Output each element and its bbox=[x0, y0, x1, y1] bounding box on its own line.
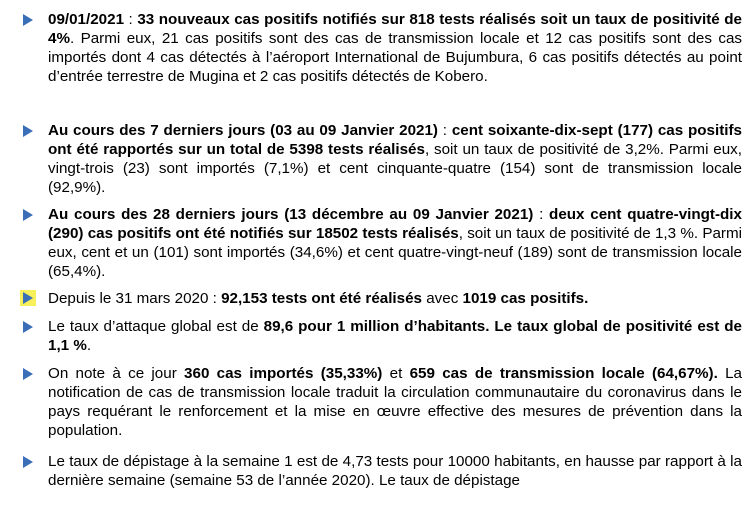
text-segment: : bbox=[124, 11, 138, 28]
text-segment: deux cent quatre-vingt-dix (290) cas positifs ont été notifiés sur 18502 tests réalisés bbox=[48, 206, 742, 242]
text-segment: Le taux de dépistage à la semaine 1 est de 4,73 tests pour 10000 habitants, en hausse par rapport à la dernière semaine (semaine 53 de l’année 2020). Le taux de dépistage bbox=[48, 453, 742, 489]
bullet-text bbox=[48, 364, 742, 440]
triangle-bullet-icon bbox=[22, 13, 34, 27]
text-segment: , soit un taux de positivité de 1,3 %. Parmi eux, cent et un (101) sont importés (34,6%) et cent quatre-vingt-neuf (189) sont de transmission locale (65,4%). bbox=[48, 225, 742, 280]
bullet-text bbox=[48, 289, 742, 308]
bullet-text bbox=[48, 317, 742, 355]
text-segment: . bbox=[86, 337, 92, 354]
text-segment: 09/01/2021 bbox=[48, 11, 125, 28]
text-segment: . Parmi eux, 21 cas positifs sont des cas de transmission locale et 12 cas positifs sont des cas importés dont 4 cas détectés à l’aéroport International de Bujumbura, 6 cas positifs détectés au point d’entrée terrestre de Mugina et 2 cas positifs détectés de Kobero. bbox=[48, 30, 742, 85]
text-segment: On note à ce jour bbox=[48, 365, 185, 382]
text-segment: 360 cas importés (35,33%) bbox=[184, 365, 383, 382]
text-segment: Le taux d’attaque global est de bbox=[48, 318, 264, 335]
bullet-text bbox=[48, 452, 742, 490]
triangle-bullet-icon bbox=[22, 320, 34, 334]
triangle-bullet-icon bbox=[20, 290, 36, 306]
text-segment: 659 cas de transmission locale (64,67%). bbox=[409, 365, 718, 382]
text-segment: La notification de cas de transmission locale traduit la circulation communautaire du coronavirus dans le pays requérant le renforcement et la mise en œuvre effective des mesures de prévention dans la population. bbox=[48, 365, 743, 439]
text-segment: et bbox=[382, 365, 410, 382]
triangle-bullet-icon bbox=[22, 208, 34, 222]
triangle-bullet-icon bbox=[22, 367, 34, 381]
text-segment: Au cours des 28 derniers jours (13 décembre au 09 Janvier 2021) bbox=[48, 206, 534, 223]
text-segment: avec bbox=[422, 290, 463, 307]
triangle-bullet-icon bbox=[22, 124, 34, 138]
bullet-text bbox=[48, 205, 742, 281]
bullet-text bbox=[48, 121, 742, 197]
bullet-text bbox=[48, 10, 742, 86]
text-segment: : bbox=[533, 206, 550, 223]
text-segment: Au cours des 7 derniers jours (03 au 09 Janvier 2021) bbox=[48, 122, 438, 139]
text-segment: , soit un taux de positivité de 3,2%. Parmi eux, vingt-trois (23) sont importés (7,1%) et cent cinquante-quatre (154) sont de transmission locale (92,9%). bbox=[48, 141, 742, 196]
text-segment: 33 nouveaux cas positifs notifiés sur 818 tests réalisés soit un taux de positivité de 4% bbox=[48, 11, 742, 47]
text-segment: : bbox=[437, 122, 452, 139]
text-segment: 1019 cas positifs. bbox=[462, 290, 589, 307]
triangle-bullet-icon bbox=[22, 455, 34, 469]
text-segment: cent soixante-dix-sept (177) cas positifs ont été rapportés sur un total de 5398 tests réalisés bbox=[48, 122, 742, 158]
text-segment: Depuis le 31 mars 2020 : bbox=[48, 290, 222, 307]
text-segment: 89,6 pour 1 million d’habitants. Le taux global de positivité est de 1,1 % bbox=[48, 318, 742, 354]
text-segment: 92,153 tests ont été réalisés bbox=[221, 290, 422, 307]
